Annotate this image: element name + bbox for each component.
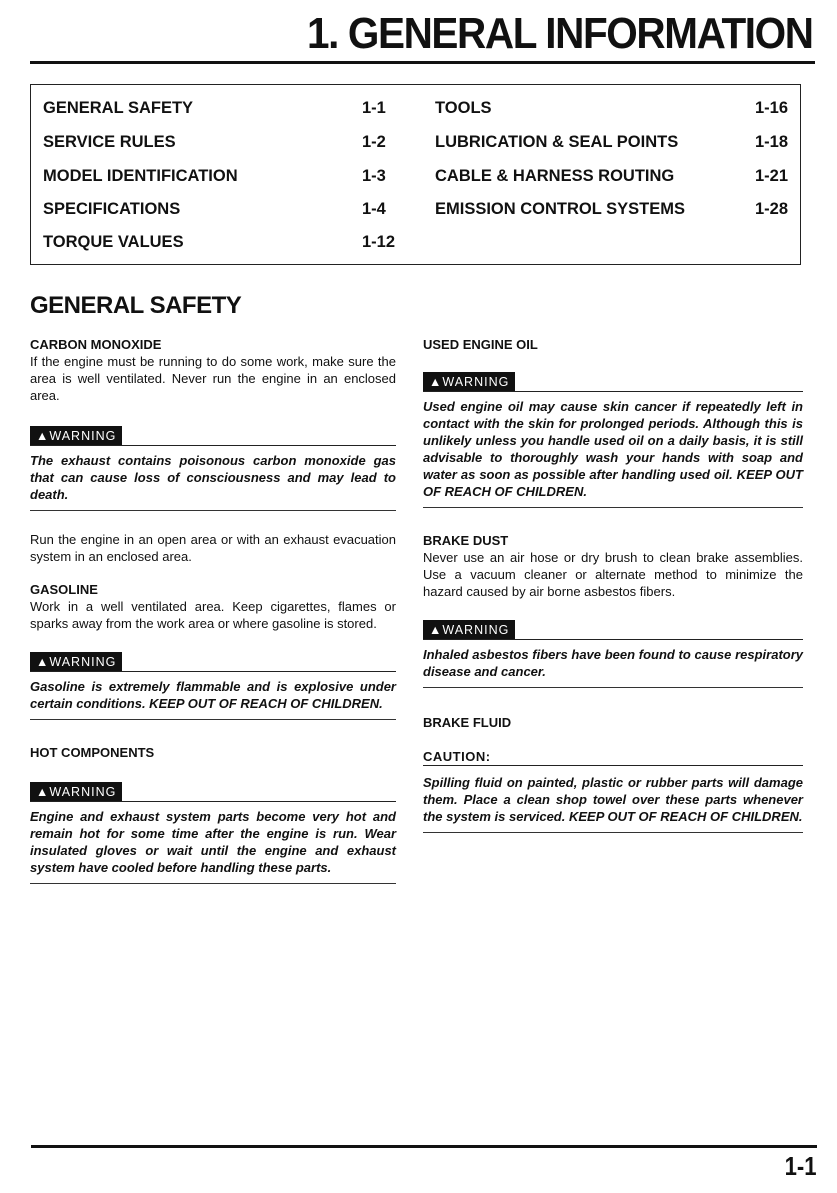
warning-carbon-monoxide bbox=[30, 426, 396, 511]
divider bbox=[423, 765, 803, 766]
divider bbox=[30, 801, 396, 802]
toc-item-model-identification[interactable]: MODEL IDENTIFICATION bbox=[43, 167, 238, 185]
warning-triangle-icon: ▲ bbox=[429, 375, 443, 389]
toc-page[interactable]: 1-12 bbox=[362, 233, 396, 251]
heading-hot-components: HOT COMPONENTS bbox=[30, 745, 155, 760]
warning-triangle-icon: ▲ bbox=[429, 623, 443, 637]
toc-page[interactable]: 1-18 bbox=[755, 133, 789, 151]
heading-carbon-monoxide: CARBON MONOXIDE bbox=[30, 337, 162, 352]
toc-item-specifications[interactable]: SPECIFICATIONS bbox=[43, 200, 181, 218]
warning-triangle-icon: ▲ bbox=[36, 785, 50, 799]
divider bbox=[423, 391, 803, 392]
toc-page[interactable]: 1-21 bbox=[755, 167, 789, 185]
divider bbox=[30, 510, 396, 511]
warning-used-engine-oil bbox=[423, 372, 803, 508]
warning-triangle-icon: ▲ bbox=[36, 429, 50, 443]
toc-item-emission-control-systems[interactable]: EMISSION CONTROL SYSTEMS bbox=[435, 200, 685, 218]
toc-item-service-rules[interactable]: SERVICE RULES bbox=[43, 133, 176, 151]
section-title: GENERAL SAFETY bbox=[30, 292, 242, 319]
toc-item-torque-values[interactable]: TORQUE VALUES bbox=[43, 233, 184, 251]
warning-text: Engine and exhaust system parts become very hot and remain hot for some time after the engine is run. Wear insulated gloves or wait until the engine and exhaust system have cooled before handling these parts. bbox=[30, 809, 396, 875]
toc-page[interactable]: 1-1 bbox=[362, 99, 386, 117]
divider bbox=[423, 687, 803, 688]
toc-item-lubrication-seal-points[interactable]: LUBRICATION & SEAL POINTS bbox=[435, 133, 679, 151]
heading-brake-dust: BRAKE DUST bbox=[423, 533, 509, 548]
toc-page[interactable]: 1-4 bbox=[362, 200, 386, 218]
warning-badge: ▲WARNING bbox=[30, 426, 122, 445]
brake-dust-intro: Never use an air hose or dry brush to clean brake assemblies. Use a vacuum cleaner or alternate method to minimize the hazard caused by air borne asbestos fibers. bbox=[423, 550, 803, 599]
divider bbox=[30, 671, 396, 672]
toc-item-cable-harness-routing[interactable]: CABLE & HARNESS ROUTING bbox=[435, 167, 675, 185]
toc-page[interactable]: 1-3 bbox=[362, 167, 386, 185]
chapter-title: 1. GENERAL INFORMATION bbox=[307, 9, 813, 58]
divider bbox=[423, 639, 803, 640]
warning-hot-components bbox=[30, 782, 396, 884]
page-number: 1-1 bbox=[785, 1151, 817, 1181]
divider bbox=[423, 507, 803, 508]
toc-page[interactable]: 1-16 bbox=[755, 99, 789, 117]
toc-item-tools[interactable]: TOOLS bbox=[435, 99, 492, 117]
title-rule bbox=[30, 61, 815, 64]
divider bbox=[30, 719, 396, 720]
heading-gasoline: GASOLINE bbox=[30, 582, 98, 597]
carbon-monoxide-after: Run the engine in an open area or with an exhaust evacuation system in an enclosed area. bbox=[30, 532, 396, 564]
gasoline-intro: Work in a well ventilated area. Keep cigarettes, flames or sparks away from the work area or where gasoline is stored. bbox=[30, 599, 396, 631]
warning-text: Inhaled asbestos fibers have been found to cause respiratory disease and cancer. bbox=[423, 647, 803, 679]
toc-item-general-safety[interactable]: GENERAL SAFETY bbox=[43, 99, 194, 117]
toc-page[interactable]: 1-2 bbox=[362, 133, 386, 151]
warning-gasoline bbox=[30, 652, 396, 720]
right-column bbox=[423, 336, 803, 833]
heading-brake-fluid: BRAKE FLUID bbox=[423, 715, 512, 730]
table-of-contents bbox=[30, 84, 801, 265]
divider bbox=[30, 445, 396, 446]
heading-used-engine-oil: USED ENGINE OIL bbox=[423, 337, 538, 352]
warning-badge: ▲WARNING bbox=[423, 372, 515, 391]
warning-badge: ▲WARNING bbox=[30, 782, 122, 801]
divider bbox=[30, 883, 396, 884]
warning-text: Used engine oil may cause skin cancer if repeatedly left in contact with the skin for prolonged periods. Although this is unlikely unless you handle used oil on a daily basis, it is still advisable to thoroughly wash your hands with soap and water as soon as possible after handling used oil. KEEP OUT OF REACH OF CHILDREN. bbox=[423, 399, 803, 499]
warning-badge: ▲WARNING bbox=[423, 620, 515, 639]
warning-brake-dust bbox=[423, 620, 803, 688]
warning-triangle-icon: ▲ bbox=[36, 655, 50, 669]
caution-text: Spilling fluid on painted, plastic or rubber parts will damage them. Place a clean shop towel over these parts whenever the system is serviced. KEEP OUT OF REACH OF CHILDREN. bbox=[423, 775, 803, 824]
carbon-monoxide-intro: If the engine must be running to do some work, make sure the area is well ventilated. Never run the engine in an enclosed area. bbox=[30, 354, 396, 403]
warning-badge: ▲WARNING bbox=[30, 652, 122, 671]
footer-rule bbox=[31, 1145, 817, 1148]
divider bbox=[423, 832, 803, 833]
warning-text: The exhaust contains poisonous carbon monoxide gas that can cause loss of consciousness and may lead to death. bbox=[30, 453, 396, 502]
warning-text: Gasoline is extremely flammable and is explosive under certain conditions. KEEP OUT OF REACH OF CHILDREN. bbox=[30, 679, 396, 711]
toc-page[interactable]: 1-28 bbox=[755, 200, 789, 218]
caution-label: CAUTION: bbox=[423, 749, 491, 764]
left-column bbox=[30, 336, 396, 884]
caution-brake-fluid bbox=[423, 748, 803, 833]
